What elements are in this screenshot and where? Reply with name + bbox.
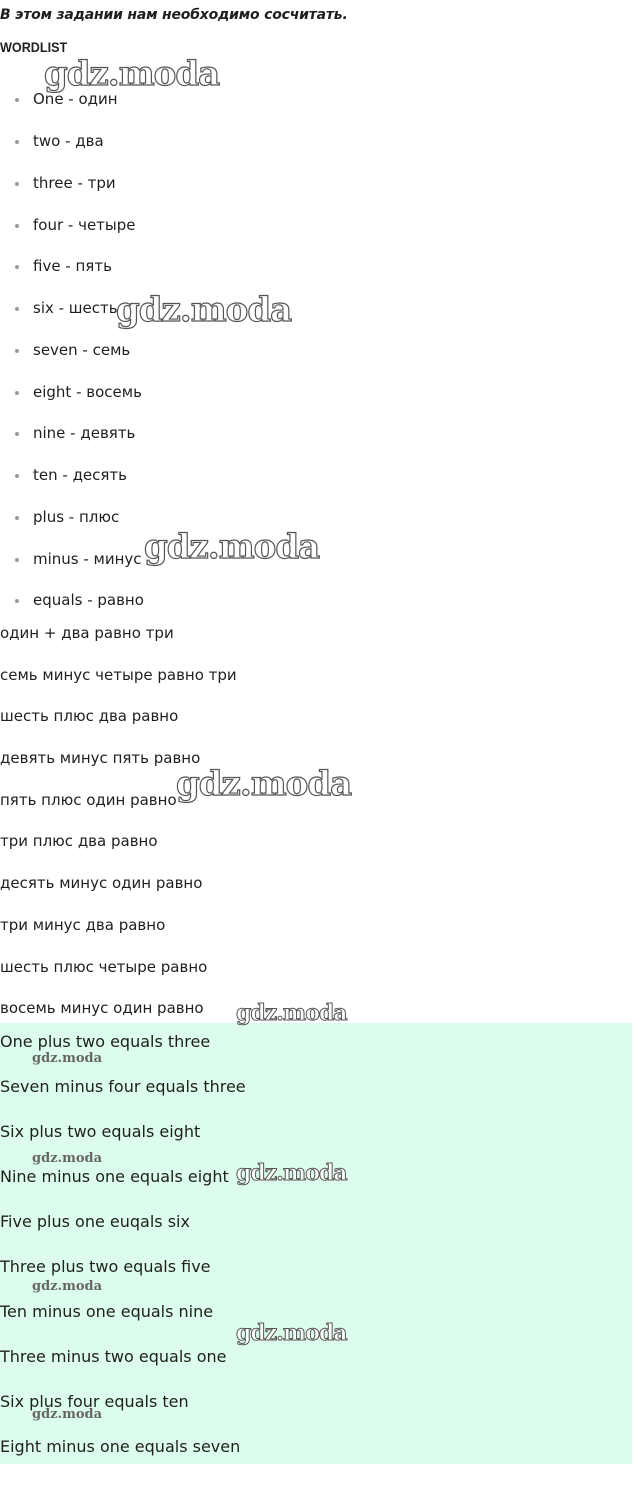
bullet-icon bbox=[15, 391, 19, 395]
russian-sentence: один + два равно три bbox=[0, 624, 174, 642]
english-answer: Eight minus one equals seven bbox=[0, 1437, 241, 1456]
watermark: gdz.moda bbox=[32, 1279, 103, 1294]
bullet-icon bbox=[15, 182, 19, 186]
wordlist-item-label: five - пять bbox=[33, 257, 112, 275]
bullet-icon bbox=[15, 349, 19, 353]
bullet-icon bbox=[15, 224, 19, 228]
russian-sentence: восемь минус один равно bbox=[0, 999, 204, 1017]
english-answer: Five plus one euqals six bbox=[0, 1212, 190, 1231]
english-answer: Nine minus one equals eight bbox=[0, 1167, 229, 1186]
english-answer: One plus two equals three bbox=[0, 1032, 211, 1051]
watermark: gdz.moda bbox=[44, 54, 220, 94]
watermark: gdz.moda bbox=[236, 1160, 347, 1186]
wordlist-item-label: minus - минус bbox=[33, 550, 142, 568]
watermark: gdz.moda bbox=[176, 764, 352, 804]
bullet-icon bbox=[15, 558, 19, 562]
english-answer: Six plus two equals eight bbox=[0, 1122, 201, 1141]
bullet-icon bbox=[15, 474, 19, 478]
wordlist-item-label: One - один bbox=[33, 90, 118, 108]
english-answer: Three plus two equals five bbox=[0, 1257, 211, 1276]
wordlist-item-label: six - шесть bbox=[33, 299, 118, 317]
russian-sentence: шесть плюс два равно bbox=[0, 707, 179, 725]
russian-sentence: десять минус один равно bbox=[0, 874, 203, 892]
russian-sentence: семь минус четыре равно три bbox=[0, 666, 237, 684]
watermark: gdz.moda bbox=[32, 1051, 103, 1066]
wordlist-item-label: eight - восемь bbox=[33, 383, 142, 401]
wordlist-item-label: equals - равно bbox=[33, 591, 144, 609]
bullet-icon bbox=[15, 307, 19, 311]
wordlist-item-label: three - три bbox=[33, 174, 116, 192]
watermark: gdz.moda bbox=[236, 1000, 347, 1026]
intro-text: В этом задании нам необходимо сосчитать. bbox=[0, 7, 348, 23]
english-answer: Six plus four equals ten bbox=[0, 1392, 189, 1411]
wordlist-item-label: plus - плюс bbox=[33, 508, 120, 526]
bullet-icon bbox=[15, 140, 19, 144]
bullet-icon bbox=[15, 599, 19, 603]
english-answer: Seven minus four equals three bbox=[0, 1077, 246, 1096]
watermark: gdz.moda bbox=[236, 1320, 347, 1346]
russian-sentence: пять плюс один равно bbox=[0, 791, 177, 809]
wordlist-item-label: ten - десять bbox=[33, 466, 128, 484]
bullet-icon bbox=[15, 516, 19, 520]
wordlist-item-label: four - четыре bbox=[33, 216, 136, 234]
bullet-icon bbox=[15, 265, 19, 269]
wordlist-item-label: seven - семь bbox=[33, 341, 131, 359]
russian-sentence: девять минус пять равно bbox=[0, 749, 201, 767]
bullet-icon bbox=[15, 98, 19, 102]
wordlist-item-label: two - два bbox=[33, 132, 104, 150]
watermark: gdz.moda bbox=[144, 527, 320, 567]
watermark: gdz.moda bbox=[116, 290, 292, 330]
wordlist-title: WORDLIST bbox=[0, 39, 68, 55]
russian-sentence: три минус два равно bbox=[0, 916, 166, 934]
bullet-icon bbox=[15, 432, 19, 436]
wordlist-item-label: nine - девять bbox=[33, 424, 136, 442]
english-answer: Ten minus one equals nine bbox=[0, 1302, 214, 1321]
russian-sentence: шесть плюс четыре равно bbox=[0, 958, 208, 976]
english-answer: Three minus two equals one bbox=[0, 1347, 227, 1366]
russian-sentence: три плюс два равно bbox=[0, 832, 158, 850]
watermark: gdz.moda bbox=[32, 1151, 103, 1166]
watermark: gdz.moda bbox=[32, 1407, 103, 1422]
